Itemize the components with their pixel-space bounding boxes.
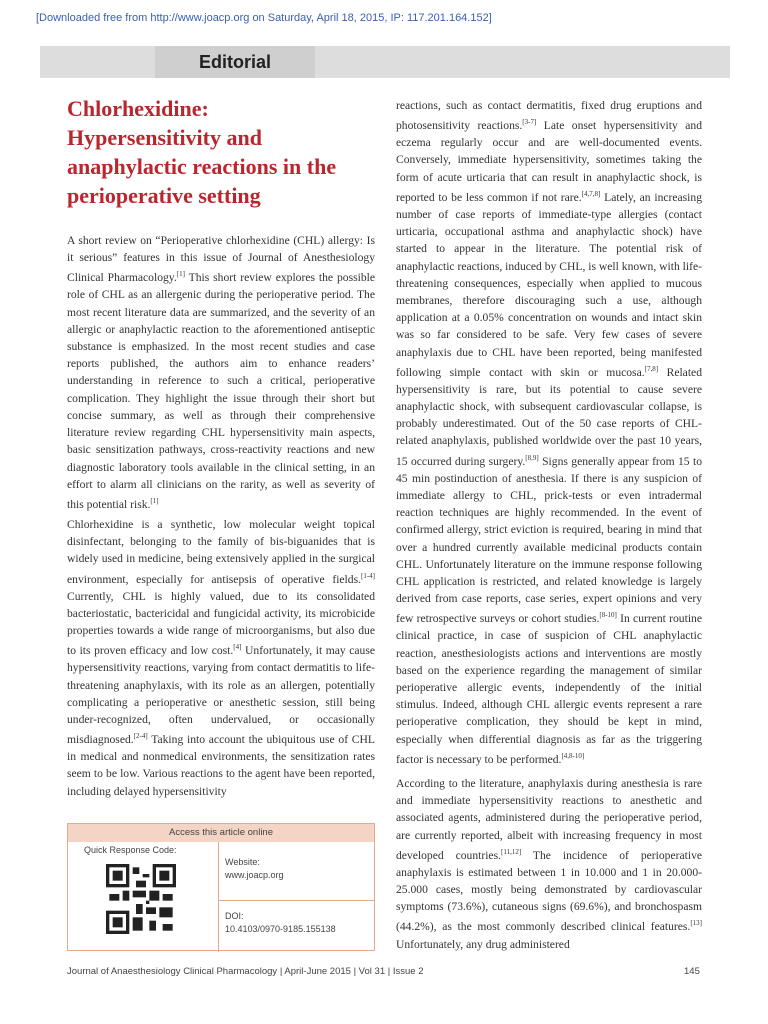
qr-label: Quick Response Code: — [84, 845, 177, 855]
section-label: Editorial — [155, 46, 315, 78]
doi-value: 10.4103/0970-9185.155138 — [225, 924, 336, 934]
doi-label: DOI: — [225, 911, 244, 921]
website-info — [225, 856, 284, 882]
journal-footer: Journal of Anaesthesiology Clinical Pharmacology | April-June 2015 | Vol 31 | Issue 2 — [67, 966, 424, 977]
paragraph-2: Chlorhexidine is a synthetic, low molecular weight topical disinfectant, belonging to the family of bis-biguanides that is widely used in medicine, being extensively applied in the surgical environment, especially for antisepsis of operative fields.[1-4] Currently, CHL is highly valued, due to its consolidated bacteriostatic, bactericidal and fungicidal activity, its microbicide properties towards a wide range of microorganisms, but also due to its proven efficacy and low cost.[4] Unfortunately, it may cause hypersensitivity reactions, varying from contact dermatitis to life-threatening anaphylaxis, with its role as an allergen, potentially complicating a perioperative or anesthetic session, still being under-recognized, often undervalued, or occasionally misdiagnosed.[2-4] Taking into account the ubiquitous use of CHL in medical and nonmedical environments, the sensitization rates seem to be low. Various reactions to the agent have been reported, including delayed hypersensitivity — [67, 518, 376, 798]
paragraph-1: A short review on “Perioperative chlorhexidine (CHL) allergy: Is it serious” features in this issue of Journal of Anesthesiology Clinical Pharmacology.[1] This short review explores the possible role of CHL as an allergenic during the perioperative period. The most recent literature data are summarized, and the severity of an allergic or anaphylactic reaction to the aforementioned antiseptic substance is emphasized. In the most recent studies and case reports published, the authors aim to enhance readers’ understanding in reference to such a critical, perioperative complication. They highlight the issue through their short but concise summary, as well as through their comprehensive literature review regarding CHL hypersensitivity main aspects, basic sensitization pathways, cross-reactivity reactions and new diagnostic laboratory tools available in the clinical setting, in an effort to alarm all clinicians on the rarity, as well as severity of this potential risk.[1] — [67, 234, 375, 511]
access-box-header: Access this article online — [68, 824, 374, 842]
box-divider — [218, 842, 219, 952]
website-label: Website: — [225, 857, 260, 867]
website-link[interactable]: www.joacp.org — [225, 870, 284, 880]
doi-info — [225, 910, 336, 936]
qr-code-icon — [106, 864, 176, 934]
download-notice: [Downloaded free from http://www.joacp.org on Saturday, April 18, 2015, IP: 117.201.164.152] — [36, 12, 492, 24]
section-bar — [40, 46, 730, 78]
paragraph-3: reactions, such as contact dermatitis, fixed drug eruptions and photosensitivity reactions.[3-7] Late onset hypersensitivity and eczema regularly occur and are well-documented events. Conversely, immediate hypersensitivity, sometimes taking the form of acute urticaria that can result in anaphylactic shock, is reported to be less common if not rare.[4,7,8] Lately, an increasing number of case reports of immediate-type allergies (contact urticaria, occupational asthma and anaphylactic shock) have started to appear in the literature. The potential risk of anaphylactic reactions, induced by CHL, is well known, with life-threatening consequences, especially when applied to mucous membranes, therefore discouraging such a use, although application at a 0.05% concentration on wounds and intact skin was so far considered to be safe. Very few cases of severe anaphylaxis due to CHL have been reported, being manifested following simple contact with skin or mucosa.[7,8] Related hypersensitivity is rare, but its potential to cause severe anaphylactic shock, with subsequent cardiovascular collapse, is probably underestimated. Out of the 50 case reports of CHL-related anaphylaxis, published worldwide over the past 10 years, 15 occurred during surgery.[8,9] Signs generally appear from 15 to 45 min postinduction of anesthesia. If there is any suspicion of immediate allergy to CHL, prick-tests or even intradermal reaction techniques are highly recommended. In the event of confirmed allergy, strict eviction is required, bearing in mind that over a hundred currently available medicinal products contain CHL. Unfortunately literature on the immune response following CHL application is restricted, and related knowledge is largely derived from case reports, case series, expert opinions and very few retrospective surveys or cohort studies.[8-10] In current routine clinical practice, in case of suspicion of CHL anaphylactic reaction, anesthesiologists actions and interventions are mostly based on the experience regarding the management of similar perioperative allergic events, independently of the initial stimulus. Indeed, although CHL allergic events represent a rare perioperative complication, they should be kept in mind, especially when differential diagnosis as far as the triggering factor is necessary to be performed.[4,8-10] — [396, 99, 702, 766]
box-divider-h — [218, 900, 374, 901]
paragraph-4: According to the literature, anaphylaxis during anesthesia is rare and immediate hypersensitivity reactions to anesthetic and associated agents, administered during the perioperative period, are currently reported, albeit with increasing frequency in most developed countries.[11,12] The incidence of perioperative anaphylaxis is estimated between 1 in 10.000 and 1 in 20.000-25.000 cases, mostly being demonstrated by cardiovascular symptoms (73.6%), cutaneous signs (69.6%), and bronchospasm (44.2%), as the most commonly described clinical features.[13] Unfortunately, any drug administered — [396, 777, 703, 951]
page-number: 145 — [684, 966, 700, 977]
article-title: Chlorhexidine: Hypersensitivity and anaphylactic reactions in the perioperative setting — [67, 96, 337, 208]
access-box — [67, 823, 375, 951]
